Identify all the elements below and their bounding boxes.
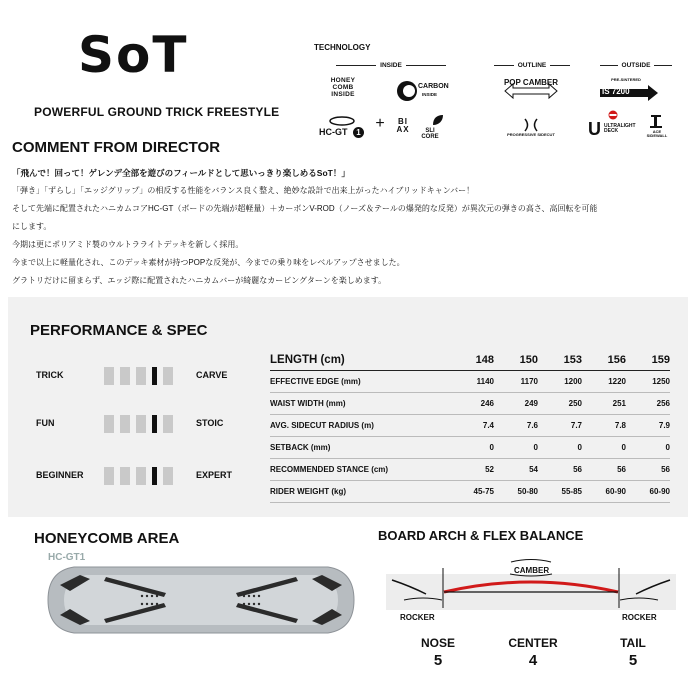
perf-right-label: CARVE [196, 370, 228, 380]
sidewall-icon [649, 114, 663, 128]
spec-row-label: WAIST WIDTH (mm) [270, 392, 450, 414]
perf-scale-segment [104, 467, 114, 485]
honeycomb-board-diagram [46, 565, 356, 635]
performance-heading: PERFORMANCE & SPEC [30, 322, 208, 339]
spec-cell: 7.4 [450, 414, 494, 436]
flex-value: 4 [528, 652, 538, 669]
is7200-badge [600, 78, 660, 106]
perf-scale-segment [120, 367, 130, 385]
comment-body [12, 164, 692, 290]
perf-scale-marker [152, 415, 157, 433]
spec-row [270, 480, 670, 502]
ace-sidewall-label: ACE SIDEWALL [646, 129, 668, 139]
honeycomb-inside-badge: HONEY COMB INSIDE [330, 77, 356, 98]
leaf-icon [432, 114, 444, 126]
perf-scale-segment [104, 367, 114, 385]
spec-cell: 1250 [626, 370, 670, 392]
spec-cell: 0 [582, 436, 626, 458]
carbon-inside-badge [396, 80, 448, 106]
spec-row [270, 370, 670, 392]
spec-cell: 246 [450, 392, 494, 414]
ultralight-deck-label: ULTRALIGHT DECK [604, 123, 636, 135]
hc-gt1-badge [316, 116, 366, 142]
flex-label: TAIL [620, 636, 646, 650]
perf-scale-segment [104, 415, 114, 433]
perf-right-label: EXPERT [196, 470, 233, 480]
carbon-label: CARBON [418, 83, 449, 90]
spec-cell: 54 [494, 458, 538, 480]
spec-table [270, 350, 670, 503]
carbon-sublabel: INSIDE [422, 92, 438, 97]
spec-row-label: EFFECTIVE EDGE (mm) [270, 370, 450, 392]
perf-scale-segment [163, 367, 173, 385]
is7200-label: IS 7200 [602, 87, 630, 96]
perf-scale-segment [136, 367, 146, 385]
spec-length: 159 [626, 350, 670, 370]
plus-icon: + [375, 115, 385, 132]
perf-scale-marker [152, 367, 157, 385]
arch-heading: BOARD ARCH & FLEX BALANCE [378, 528, 584, 543]
rocker-right-label: ROCKER [622, 613, 657, 622]
perf-scale-marker [152, 467, 157, 485]
spec-cell: 7.6 [494, 414, 538, 436]
perf-scale-segment [163, 467, 173, 485]
camber-label: CAMBER [514, 566, 550, 575]
rocker-left-label: ROCKER [400, 613, 435, 622]
biax-badge: BI AX [396, 117, 410, 135]
perf-right-label: STOIC [196, 418, 224, 428]
flex-nose [403, 636, 473, 669]
perf-row-fun-stoic [36, 414, 246, 434]
flex-center [498, 636, 568, 669]
perf-row-beginner-expert [36, 466, 246, 486]
honeycomb-tag: HC-GT1 [48, 552, 86, 563]
ultralight-u-glyph: U [588, 119, 601, 139]
hc-gt1-logo-icon [322, 116, 362, 126]
spec-cell: 60-90 [582, 480, 626, 502]
spec-cell: 50-80 [494, 480, 538, 502]
perf-left-label: BEGINNER [36, 470, 84, 480]
sli-core-label: SLI CORE [421, 128, 439, 141]
spec-cell: 60-90 [626, 480, 670, 502]
product-logo: SoT [78, 26, 189, 84]
comment-line: グラトリだけに留まらず、エッジ際に配置されたハニカムバーが綺麗なカービングターンを楽しめます。 [12, 276, 387, 285]
flex-tail [598, 636, 668, 669]
performance-scales [36, 350, 246, 510]
tech-section-outline: OUTLINE [484, 62, 580, 69]
spec-cell: 1220 [582, 370, 626, 392]
spec-row-label: RECOMMENDED STANCE (cm) [270, 458, 450, 480]
spec-cell: 56 [582, 458, 626, 480]
spec-cell: 1170 [494, 370, 538, 392]
comment-line: 今まで以上に軽量化され、このデッキ素材が持つPOPな反発が、今までの乗り味をレベルアップさせました。 [12, 258, 405, 267]
hc-gt1-number: 1 [353, 127, 364, 138]
spec-row-label: RIDER WEIGHT (kg) [270, 480, 450, 502]
comment-line: 「飛んで！回って！ゲレンデ全部を遊びのフィールドとして思いっきり楽しめるSoT！」 [12, 168, 350, 178]
flex-label: NOSE [420, 636, 455, 650]
spec-length: 148 [450, 350, 494, 370]
ultralight-deck-badge [588, 110, 638, 142]
spec-cell: 1140 [450, 370, 494, 392]
comment-line: にします。 [12, 222, 52, 231]
comment-heading: COMMENT FROM DIRECTOR [12, 139, 221, 156]
spec-cell: 256 [626, 392, 670, 414]
spec-cell: 7.7 [538, 414, 582, 436]
spec-row-label: AVG. SIDECUT RADIUS (m) [270, 414, 450, 436]
spec-row-label: SETBACK (mm) [270, 436, 450, 458]
spec-cell: 0 [450, 436, 494, 458]
spec-cell: 251 [582, 392, 626, 414]
spec-cell: 7.9 [626, 414, 670, 436]
spec-row [270, 392, 670, 414]
ace-sidewall-badge [642, 114, 672, 144]
technology-panel [308, 40, 678, 150]
spec-cell: 250 [538, 392, 582, 414]
no-symbol-icon [606, 110, 620, 120]
spec-cell: 249 [494, 392, 538, 414]
spec-length: 156 [582, 350, 626, 370]
spec-cell: 52 [450, 458, 494, 480]
comment-line: そして先端に配置されたハニカムコアHC-GT（ボードの先端が超軽量）＋カーボンV-ROD（ノーズ＆テールの爆発的な反発）が異次元の弾きの高さ、高回転を可能 [12, 204, 598, 213]
spec-header-label: LENGTH (cm) [270, 350, 450, 370]
perf-scale-segment [136, 467, 146, 485]
is7200-sublabel: PRE-SINTERED [611, 77, 641, 82]
spec-cell: 56 [626, 458, 670, 480]
technology-title: TECHNOLOGY [314, 43, 371, 52]
spec-cell: 0 [538, 436, 582, 458]
flex-value: 5 [628, 652, 638, 669]
perf-scale-segment [136, 415, 146, 433]
spec-header-row [270, 350, 670, 370]
comment-line: 今期は更にポリアミド製のウルトラライトデッキを新しく採用。 [12, 240, 244, 249]
sli-core-badge [420, 114, 450, 144]
pop-camber-badge [496, 78, 566, 106]
spec-cell: 1200 [538, 370, 582, 392]
spec-cell: 55-85 [538, 480, 582, 502]
spec-cell: 45-75 [450, 480, 494, 502]
progressive-sidecut-badge [506, 118, 556, 144]
product-tagline: POWERFUL GROUND TRICK FREESTYLE [34, 105, 280, 119]
sidecut-icon [522, 118, 540, 132]
perf-left-label: FUN [36, 418, 55, 428]
progressive-sidecut-label: PROGRESSIVE SIDECUT [507, 132, 555, 137]
perf-scale-segment [120, 467, 130, 485]
tech-section-inside: INSIDE [316, 62, 466, 69]
comment-line: 「弾き」「ずらし」「エッジグリップ」の相反する性能をバランス良く整え、絶妙な設計で出来上がったハイブリッドキャンバー！ [12, 186, 475, 195]
spec-row [270, 414, 670, 436]
spec-cell: 0 [494, 436, 538, 458]
spec-cell: 0 [626, 436, 670, 458]
perf-scale-segment [163, 415, 173, 433]
tech-section-outside: OUTSIDE [590, 62, 682, 69]
spec-row [270, 458, 670, 480]
perf-scale-segment [120, 415, 130, 433]
spec-length: 153 [538, 350, 582, 370]
spec-cell: 56 [538, 458, 582, 480]
perf-row-trick-carve [36, 366, 246, 386]
hc-gt1-label: HC-GT [319, 127, 348, 137]
spec-row [270, 436, 670, 458]
perf-left-label: TRICK [36, 370, 64, 380]
spec-cell: 7.8 [582, 414, 626, 436]
carbon-icon [396, 80, 418, 102]
honeycomb-heading: HONEYCOMB AREA [34, 530, 180, 547]
flex-label: CENTER [508, 636, 558, 650]
spec-length: 150 [494, 350, 538, 370]
flex-value: 5 [433, 652, 443, 669]
pop-camber-label: POP CAMBER [503, 78, 559, 87]
